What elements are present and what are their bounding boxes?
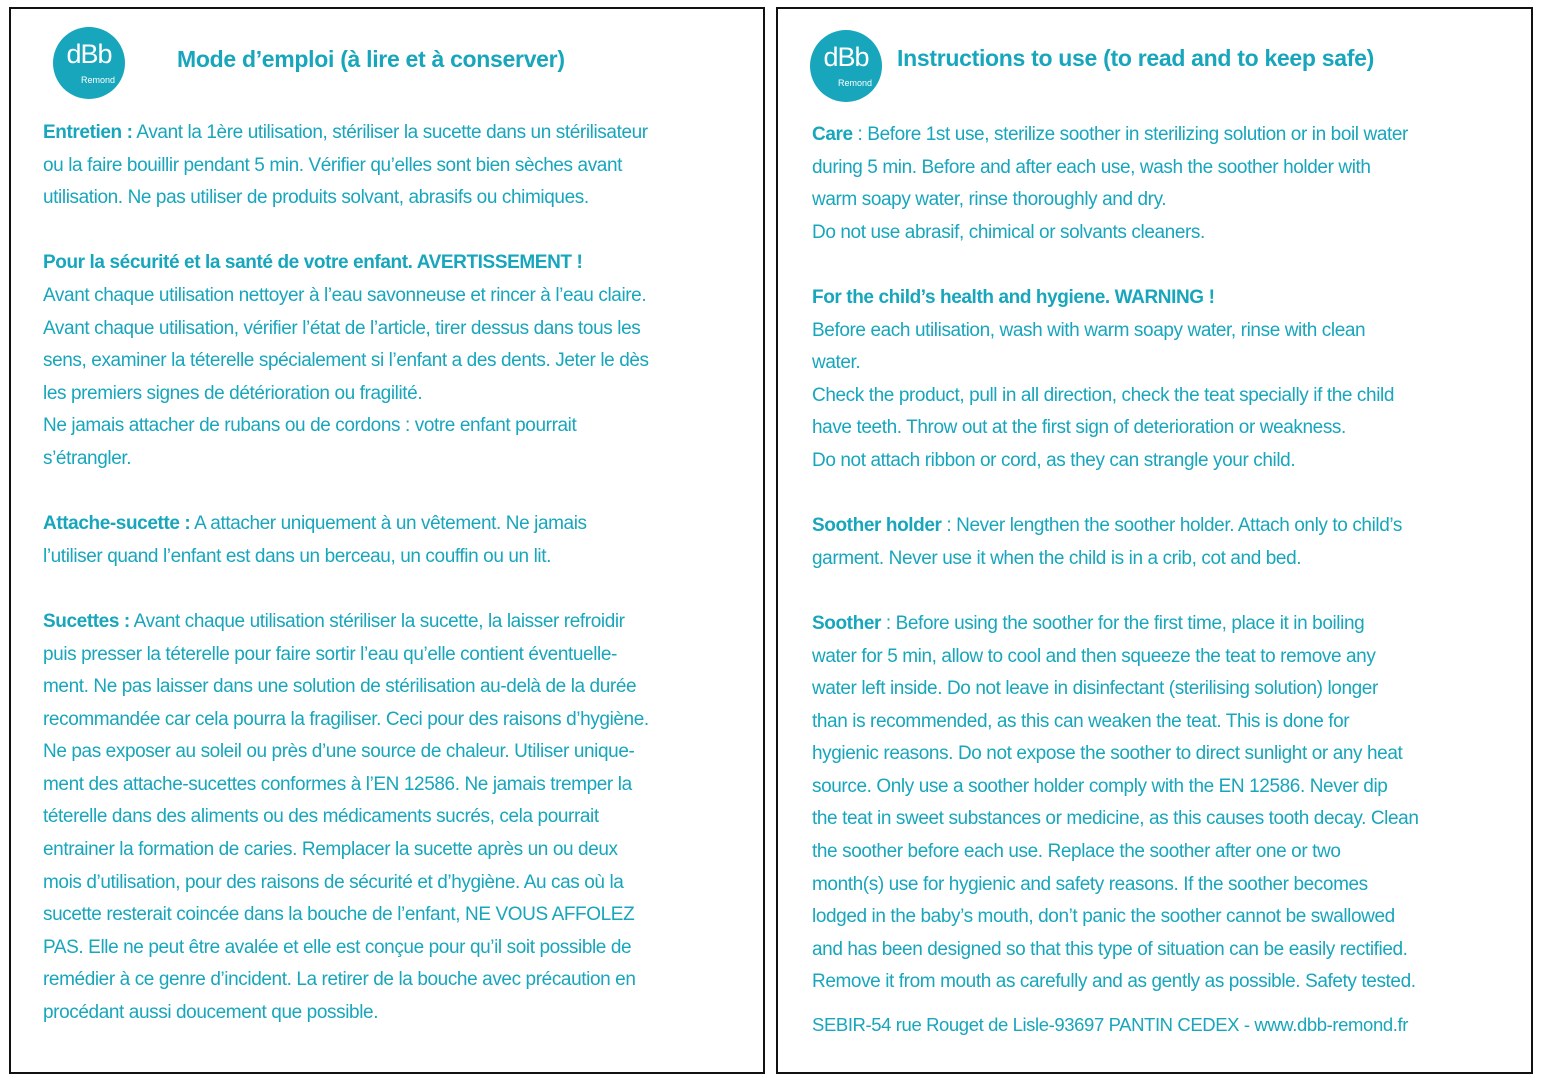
logo-main-text: dBb — [823, 42, 869, 72]
label-care: Care — [812, 124, 853, 145]
text-line: Remove it from mouth as carefully and as gently as possible. Safety tested. — [812, 971, 1416, 993]
text-line: l’utiliser quand l’enfant est dans un berceau, un couffin ou un lit. — [43, 545, 551, 567]
label-entretien: Entretien : — [43, 122, 133, 143]
text-line: Avant chaque utilisation stériliser la sucette, la laisser refroidir — [129, 610, 625, 632]
heading-warning: For the child’s health and hygiene. WARNING ! — [812, 286, 1215, 308]
section-soother-holder — [812, 510, 1419, 575]
body-text-french — [43, 117, 649, 1030]
heading-securite: Pour la sécurité et la santé de votre enfant. AVERTISSEMENT ! — [43, 252, 583, 274]
text-line: during 5 min. Before and after each use, wash the soother holder with — [812, 156, 1371, 178]
page-title-english: Instructions to use (to read and to keep safe) — [897, 45, 1374, 71]
text-line: : Before 1st use, sterilize soother in sterilizing solution or in boil water — [852, 124, 1408, 145]
text-line: water left inside. Do not leave in disinfectant (sterilising solution) longer — [812, 678, 1378, 700]
text-line: téterelle dans des aliments ou des médicaments sucrés, cela pourrait — [43, 806, 599, 828]
text-line: lodged in the baby’s mouth, don’t panic the soother cannot be swallowed — [812, 906, 1395, 928]
text-line: warm soapy water, rinse thoroughly and dry. — [812, 189, 1167, 211]
text-line: : Never lengthen the soother holder. Attach only to child’s — [941, 515, 1402, 537]
label-sucettes: Sucettes : — [43, 610, 130, 632]
text-line: Do not attach ribbon or cord, as they can strangle your child. — [812, 449, 1296, 471]
text-line: Before each utilisation, wash with warm soapy water, rinse with clean — [812, 319, 1366, 341]
logo-main-text: dBb — [66, 39, 112, 69]
text-line: A attacher uniquement à un vêtement. Ne jamais — [190, 513, 587, 535]
text-line: remédier à ce genre d’incident. La retirer de la bouche avec précaution en — [43, 969, 636, 991]
text-line: Ne jamais attacher de rubans ou de cordons : votre enfant pourrait — [43, 415, 577, 437]
section-attache-sucette — [43, 508, 649, 573]
text-line: the teat in sweet substances or medicine, as this causes tooth decay. Clean — [812, 808, 1419, 830]
text-line: utilisation. Ne pas utiliser de produits solvant, abrasifs ou chimiques. — [43, 187, 589, 209]
text-line: sens, examiner la téterelle spécialement si l’enfant a des dents. Jeter le dès — [43, 350, 649, 372]
text-line: ment. Ne pas laisser dans une solution de stérilisation au-delà de la durée — [43, 676, 637, 698]
text-line: water. — [812, 352, 861, 374]
section-entretien — [43, 117, 649, 215]
text-line: than is recommended, as this can weaken the teat. This is done for — [812, 710, 1350, 732]
logo-sub-text: Remond — [837, 78, 872, 88]
text-line: month(s) use for hygienic and safety reasons. If the soother becomes — [812, 873, 1368, 895]
section-sucettes — [43, 606, 649, 1030]
text-line: sucette resterait coincée dans la bouche de l’enfant, NE VOUS AFFOLEZ — [43, 904, 635, 926]
text-line: have teeth. Throw out at the first sign of deterioration or weakness. — [812, 417, 1346, 439]
logo-sub-text: Remond — [80, 75, 115, 85]
instructions-panel-english — [776, 7, 1533, 1074]
text-line: PAS. Elle ne peut être avalée et elle est conçue pour qu’il soit possible de — [43, 936, 632, 958]
text-line: Avant chaque utilisation nettoyer à l’eau savonneuse et rincer à l’eau claire. — [43, 284, 647, 306]
dbb-remond-logo — [53, 27, 125, 99]
text-line: hygienic reasons. Do not expose the soother to direct sunlight or any heat — [812, 743, 1403, 765]
text-line: : Before using the soother for the first time, place it in boiling — [880, 612, 1365, 634]
body-text-english — [812, 119, 1419, 1042]
text-line: entrainer la formation de caries. Remplacer la sucette après un ou deux — [43, 839, 618, 861]
text-line: s’étrangler. — [43, 447, 132, 469]
text-line: water for 5 min, allow to cool and then squeeze the teat to remove any — [812, 645, 1376, 667]
section-care — [812, 119, 1419, 249]
text-line: puis presser la téterelle pour faire sortir l’eau qu’elle contient éventuelle- — [43, 643, 617, 665]
text-line: Check the product, pull in all direction, check the teat specially if the child — [812, 384, 1395, 406]
instructions-panel-french — [9, 7, 765, 1074]
text-line: ou la faire bouillir pendant 5 min. Vérifier qu’elles sont bien sèches avant — [43, 154, 623, 176]
text-line: garment. Never use it when the child is in a crib, cot and bed. — [812, 547, 1302, 569]
text-line: recommandée car cela pourra la fragiliser. Ceci pour des raisons d’hygiène. — [43, 708, 649, 730]
text-line: Avant la 1ère utilisation, stériliser la sucette dans un stérilisateur — [132, 122, 648, 143]
footer-address: SEBIR-54 rue Rouget de Lisle-93697 PANTIN CEDEX - www.dbb-remond.fr — [812, 1014, 1408, 1036]
text-line: source. Only use a soother holder comply with the EN 12586. Never dip — [812, 775, 1388, 797]
dbb-remond-logo — [810, 30, 882, 102]
section-warning — [812, 282, 1419, 478]
text-line: ment des attache-sucettes conformes à l’EN 12586. Ne jamais tremper la — [43, 773, 632, 795]
text-line: mois d’utilisation, pour des raisons de sécurité et d’hygiène. Au cas où la — [43, 871, 624, 893]
text-line: the soother before each use. Replace the soother after one or two — [812, 841, 1341, 863]
page-title-french: Mode d’emploi (à lire et à conserver) — [177, 46, 565, 72]
label-soother: Soother — [812, 612, 881, 634]
section-soother — [812, 608, 1419, 999]
text-line: Ne pas exposer au soleil ou près d’une source de chaleur. Utiliser unique- — [43, 741, 635, 763]
label-soother-holder: Soother holder — [812, 515, 942, 537]
text-line: procédant aussi doucement que possible. — [43, 1002, 379, 1024]
text-line: les premiers signes de détérioration ou fragilité. — [43, 382, 423, 404]
label-attache-sucette: Attache-sucette : — [43, 513, 191, 535]
text-line: Avant chaque utilisation, vérifier l’état de l’article, tirer dessus dans tous les — [43, 317, 641, 339]
text-line: Do not use abrasif, chimical or solvants cleaners. — [812, 221, 1205, 243]
section-securite — [43, 247, 649, 475]
text-line: and has been designed so that this type of situation can be easily rectified. — [812, 938, 1408, 960]
